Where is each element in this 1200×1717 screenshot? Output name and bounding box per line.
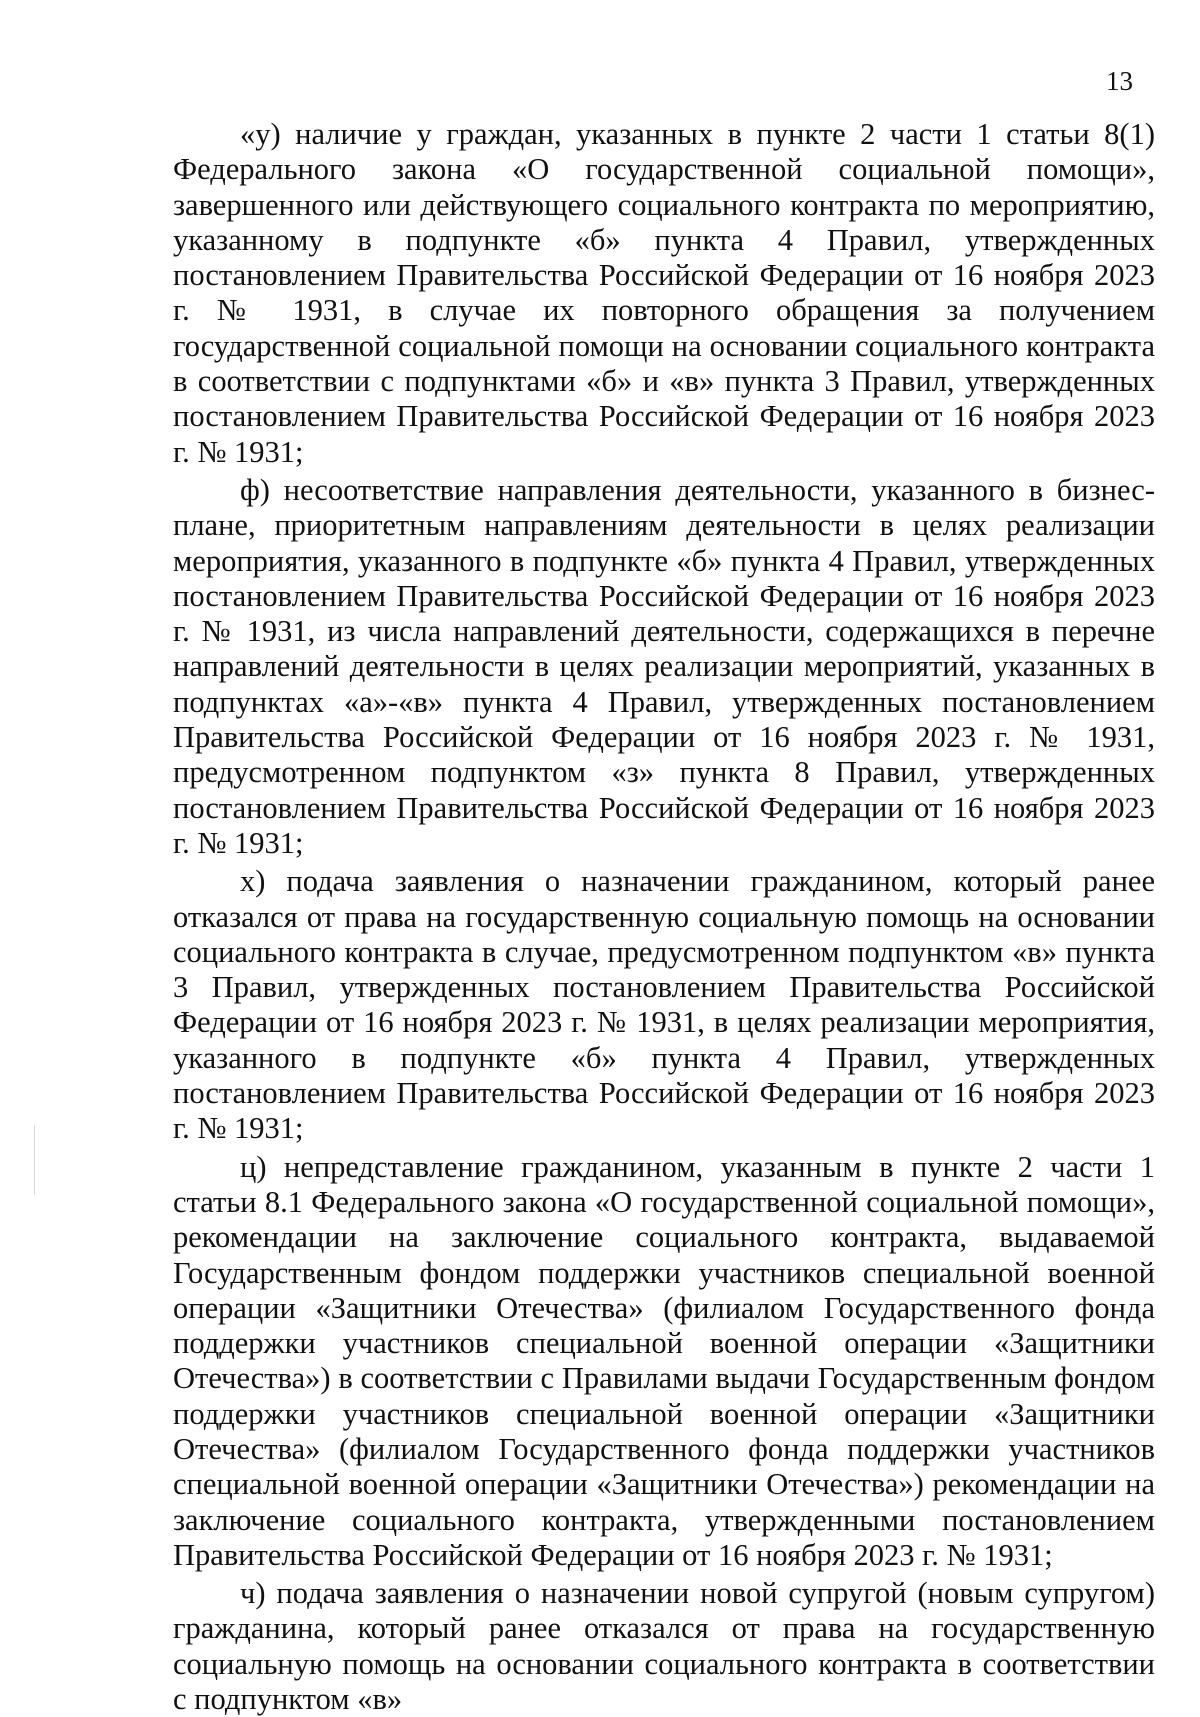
paragraph-f: ф) несоответствие направления деятельности, указанного в бизнес-плане, приоритетным направлениям деятельности в целях реализации мероприятия, указанного в подпункте «б» пункта 4 Правил, утвержденных постановлением Правительства Российской Федерации от 16 ноября 2023 г. № 1931, из числа направлений деятельности, содержащихся в перечне направлений деятельности в целях реализации мероприятий, указанных в подпунктах «а»-«в» пункта 4 Правил, утвержденных постановлением Правительства Российской Федерации от 16 ноября 2023 г. № 1931, предусмотренном подпунктом «з» пункта 8 Правил, утвержденных постановлением Правительства Российской Федерации от 16 ноября 2023 г. № 1931;: [173, 472, 1155, 860]
scan-margin-mark: [34, 1125, 35, 1195]
page-number: 13: [1106, 66, 1133, 96]
paragraph-kh: х) подача заявления о назначении гражданином, который ранее отказался от права на государственную социальную помощь на основании социального контракта в случае, предусмотренном подпунктом «в» пункта 3 Правил, утвержденных постановлением Правительства Российской Федерации от 16 ноября 2023 г. № 1931, в целях реализации мероприятия, указанного в подпункте «б» пункта 4 Правил, утвержденных постановлением Правительства Российской Федерации от 16 ноября 2023 г. № 1931;: [173, 864, 1155, 1146]
document-body: [173, 117, 1155, 1717]
paragraph-u: «у) наличие у граждан, указанных в пункте 2 части 1 статьи 8(1) Федерального закона «О государственной социальной помощи», завершенного или действующего социального контракта по мероприятию, указанному в подпункте «б» пункта 4 Правил, утвержденных постановлением Правительства Российской Федерации от 16 ноября 2023 г. № 1931, в случае их повторного обращения за получением государственной социальной помощи на основании социального контракта в соответствии с подпунктами «б» и «в» пункта 3 Правил, утвержденных постановлением Правительства Российской Федерации от 16 ноября 2023 г. № 1931;: [173, 117, 1155, 469]
paragraph-ch: ч) подача заявления о назначении новой супругой (новым супругом) гражданина, который ранее отказался от права на государственную социальную помощь на основании социального контракта в соответствии с подпунктом «в»: [173, 1576, 1155, 1717]
paragraph-ts: ц) непредставление гражданином, указанным в пункте 2 части 1 статьи 8.1 Федерального закона «О государственной социальной помощи», рекомендации на заключение социального контракта, выдаваемой Государственным фондом поддержки участников специальной военной операции «Защитники Отечества» (филиалом Государственного фонда поддержки участников специальной военной операции «Защитники Отечества») в соответствии с Правилами выдачи Государственным фондом поддержки участников специальной военной операции «Защитники Отечества» (филиалом Государственного фонда поддержки участников специальной военной операции «Защитники Отечества») рекомендации на заключение социального контракта, утвержденными постановлением Правительства Российской Федерации от 16 ноября 2023 г. № 1931;: [173, 1149, 1155, 1572]
